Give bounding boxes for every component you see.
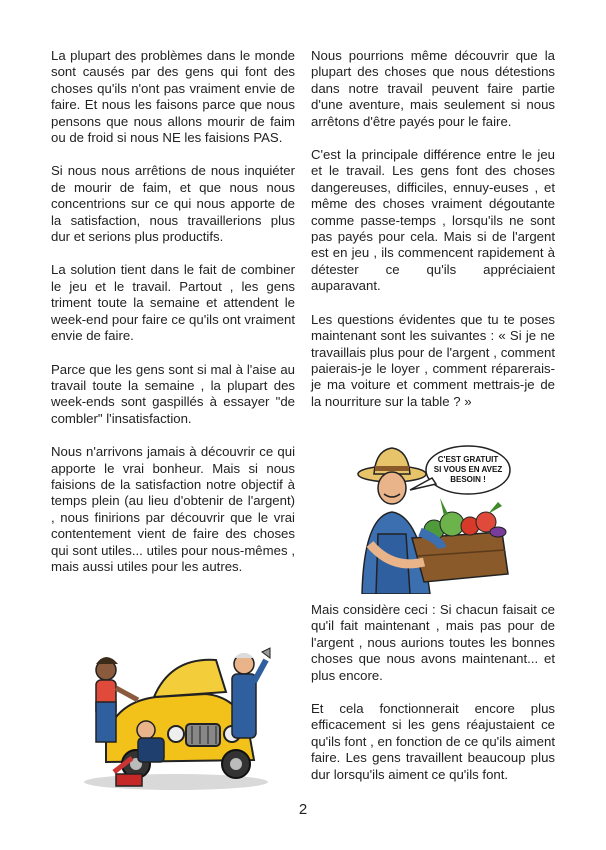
speech-line-3: BESOIN ! <box>450 475 486 484</box>
paragraph: Nous pourrions même découvrir que la plupart des choses que nous détestions dans notre travail peuvent faire partie d'une aventure, mais seulement si nous arrêtons d'être payés pour le faire. <box>311 48 555 129</box>
left-column <box>51 48 295 592</box>
paragraph: Mais considère ceci : Si chacun faisait ce qu'il fait maintenant , mais pas pour de l'argent , nous aurions toutes les bonnes choses que nous avons maintenant... et plus encore. <box>311 602 555 683</box>
paragraph: Parce que les gens sont si mal à l'aise au travail toute la semaine , la plupart des week-ends sont gaspillés à essayer "de combler" l'insatisfaction. <box>51 361 295 426</box>
paragraph: Les questions évidentes que tu te poses maintenant sont les suivantes : « Si je ne travaillais plus pour de l'argent , comment paierais-je le loyer , comment réparerais-je ma voiture et comment mettrais-je de la nourriture sur la table ? » <box>311 311 555 409</box>
farmer-vegetables-illustration <box>352 444 512 594</box>
mechanics-car-illustration <box>76 642 272 792</box>
paragraph: La solution tient dans le fait de combiner le jeu et le travail. Partout , les gens triment toute la semaine et attendent le week-end pour faire ce qu'ils ont vraiment envie de faire. <box>51 262 295 344</box>
paragraph: C'est la principale différence entre le jeu et le travail. Les gens font des choses dangereuses, difficiles, ennuy-euses , et même des choses vraiment dégoutante comme passe-temps , lorsqu'ils ne sont pas payés pour cela. Mais si de l'argent est en jeu , ils commencent rapidement à détester ce qu'ils appréciaient auparavant. <box>311 147 555 294</box>
speech-line-1: C'EST GRATUIT <box>437 455 499 464</box>
speech-line-2: SI VOUS EN AVEZ <box>433 465 503 474</box>
page-number: 2 <box>298 801 308 818</box>
paragraph: La plupart des problèmes dans le monde sont causés par des gens qui font des choses qu'ils n'ont pas vraiment envie de faire. Et nous les faisons parce que nous pensons que nous allons mourir de faim ou de froid si nous NE les faisions PAS. <box>51 48 295 146</box>
paragraph: Si nous nous arrêtions de nous inquiéter de mourir de faim, et que nous nous concentrions sur ce qui nous apporte de la satisfaction, nous travaillerions plus dur et serions plus productifs. <box>51 163 295 245</box>
paragraph: Et cela fonctionnerait encore plus efficacement si les gens réajustaient ce qu'ils font , en fonction de ce qu'ils aiment faire. Les gens travaillent beaucoup plus dur lorsqu'ils aiment ce qu'ils font. <box>311 701 555 782</box>
right-column <box>311 48 555 427</box>
right-column-lower <box>311 602 555 800</box>
paragraph: Nous n'arrivons jamais à découvrir ce qui apporte le vrai bonheur. Mais si nous faisions de la satisfaction notre objectif à temps plein (au lieu d'obtenir de l'argent) , nous finirions par découvrir que le vrai contentement vient de faire des choses qui sont utiles... utiles pour nous-mêmes , mais aussi utiles pour les autres. <box>51 444 295 574</box>
